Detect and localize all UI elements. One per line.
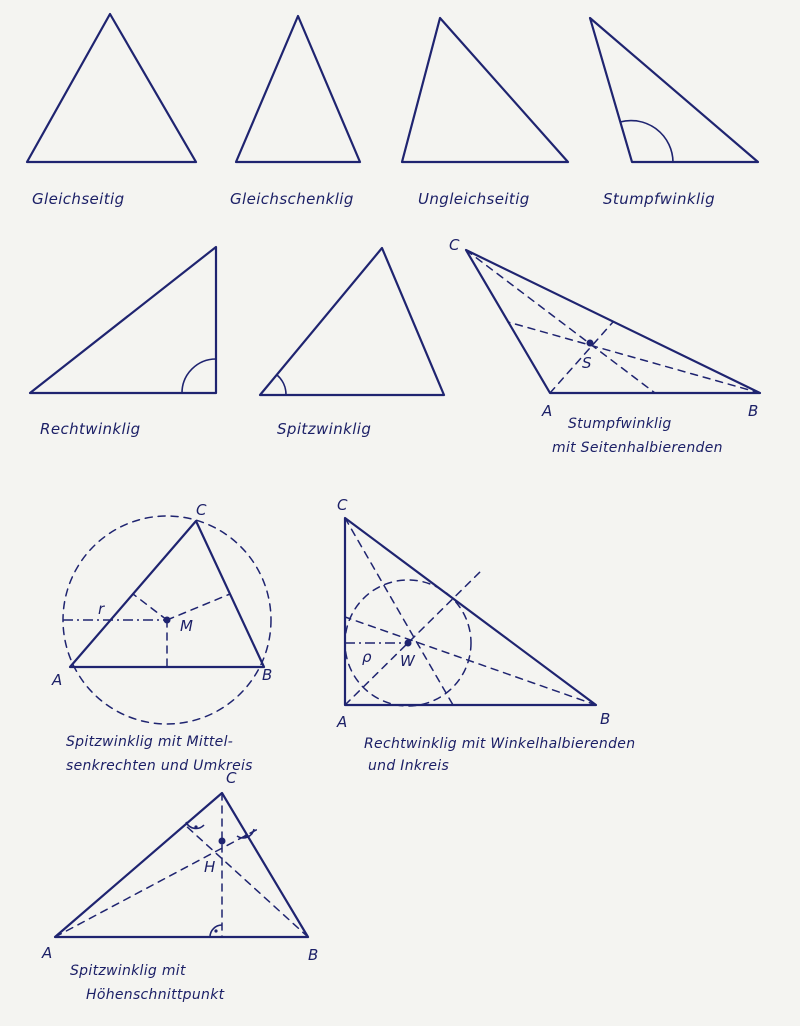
acute-angle-arc: [277, 375, 286, 395]
label-s: S: [582, 354, 592, 372]
caption-acute: Spitzwinklig: [277, 420, 372, 438]
label-a-medians: A: [542, 402, 553, 420]
caption-in-2: und Inkreis: [368, 758, 450, 774]
label-a-in: A: [337, 713, 348, 731]
triangle-obtuse-medians: [466, 250, 760, 393]
label-r: r: [98, 600, 105, 618]
centroid-point: [587, 340, 594, 347]
caption-obtuse: Stumpfwinklig: [603, 190, 716, 208]
triangle-acute-orthocenter: [55, 793, 308, 937]
label-c-circ: C: [196, 501, 207, 519]
triangle-obtuse: [590, 18, 758, 162]
obtuse-angle-arc: [620, 121, 673, 162]
label-c-in: C: [337, 496, 348, 514]
label-b-h: B: [308, 946, 319, 964]
caption-medians-2: mit Seitenhalbierenden: [552, 440, 723, 456]
caption-equilateral: Gleichseitig: [32, 190, 125, 208]
orthocenter-point: [219, 838, 226, 845]
label-b-in: B: [600, 710, 611, 728]
caption-h-2: Höhenschnittpunkt: [86, 987, 225, 1003]
caption-medians-1: Stumpfwinklig: [568, 416, 672, 432]
label-m: M: [180, 617, 193, 635]
caption-right: Rechtwinklig: [40, 420, 141, 438]
triangle-right: [30, 247, 216, 393]
caption-h-1: Spitzwinklig mit: [70, 963, 186, 979]
label-a-circ: A: [52, 671, 63, 689]
incenter-point: [405, 640, 412, 647]
label-b-circ: B: [262, 666, 273, 684]
caption-circ-2: senkrechten und Umkreis: [66, 758, 253, 774]
triangle-equilateral: [27, 14, 196, 162]
label-c-medians: C: [449, 236, 460, 254]
triangle-acute-circumcircle: [63, 516, 271, 724]
label-b-medians: B: [748, 402, 759, 420]
label-h: H: [204, 858, 216, 876]
right-angle-arc: [182, 359, 216, 393]
caption-circ-1: Spitzwinklig mit Mittel-: [66, 734, 234, 750]
label-a-h: A: [42, 944, 53, 962]
circumcenter-point: [164, 617, 171, 624]
triangle-right-incircle: [345, 518, 596, 706]
label-rho: ρ: [362, 648, 372, 666]
label-w: W: [400, 652, 415, 670]
triangle-isosceles: [236, 16, 360, 162]
caption-in-1: Rechtwinklig mit Winkelhalbierenden: [364, 736, 636, 752]
triangle-scalene: [402, 18, 568, 162]
triangle-acute: [260, 248, 444, 395]
caption-scalene: Ungleichseitig: [418, 190, 530, 208]
label-c-h: C: [226, 769, 237, 787]
caption-isosceles: Gleichschenklig: [230, 190, 354, 208]
